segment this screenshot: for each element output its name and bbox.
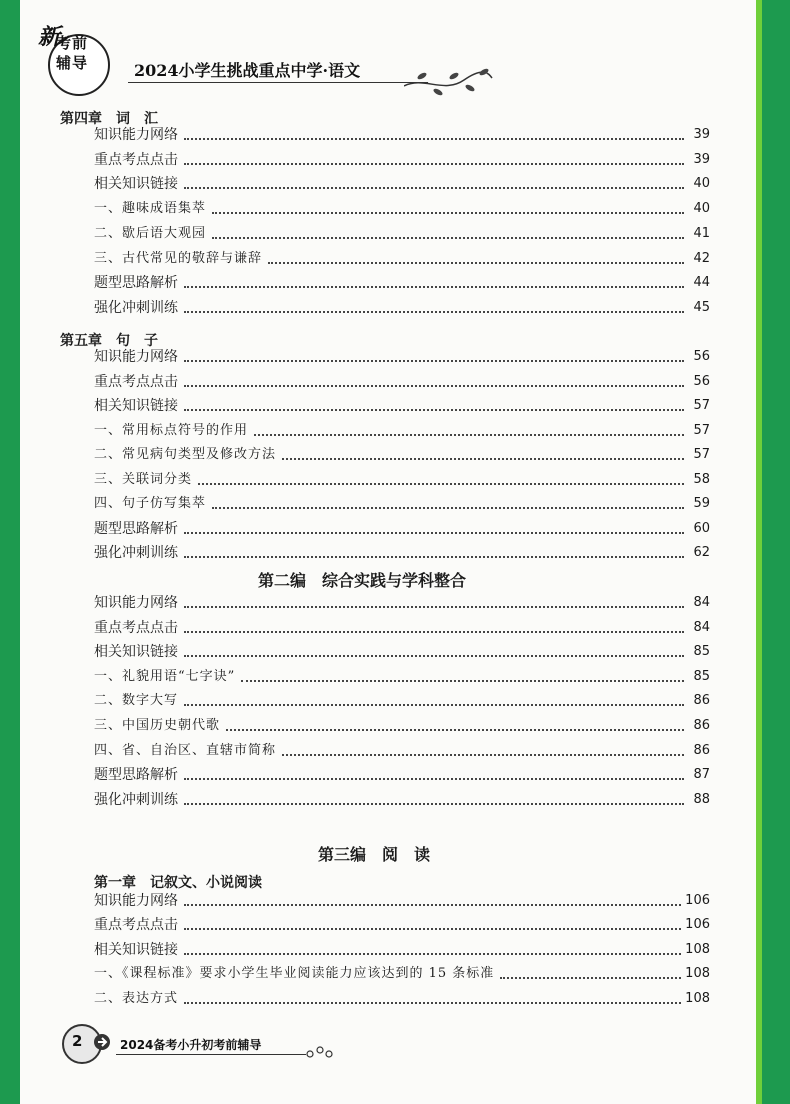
toc-leader-dots xyxy=(226,729,684,731)
toc-entry-page: 85 xyxy=(693,668,710,684)
toc-entry-label: 三、古代常见的敬辞与谦辞 xyxy=(94,250,263,266)
toc-leader-dots xyxy=(212,507,684,509)
toc-entry xyxy=(94,986,710,1008)
toc-entry-label: 相关知识链接 xyxy=(94,644,178,661)
toc-entry-page: 108 xyxy=(685,966,710,982)
toc-leader-dots xyxy=(184,778,684,780)
toc-entry xyxy=(94,147,710,169)
toc-entry xyxy=(94,393,710,415)
toc-entry-label: 题型思路解析 xyxy=(94,767,178,784)
toc-entry xyxy=(94,516,710,538)
toc-leader-dots xyxy=(184,385,684,387)
toc-entry xyxy=(94,221,710,243)
toc-entry-label: 一、趣味成语集萃 xyxy=(94,201,207,217)
toc-entry-label: 二、常见病句类型及修改方法 xyxy=(94,447,277,462)
toc-entry xyxy=(94,369,710,391)
toc-entry-page: 42 xyxy=(693,250,710,266)
toc-leader-dots xyxy=(184,904,681,906)
toc-entry-label: 题型思路解析 xyxy=(94,520,178,537)
arrow-right-icon xyxy=(92,1032,112,1052)
toc-entry xyxy=(94,639,710,661)
toc-entry-label: 一、常用标点符号的作用 xyxy=(94,422,249,438)
toc-leader-dots xyxy=(184,631,684,633)
toc-entry-label: 知识能力网络 xyxy=(94,349,178,365)
toc-entry-label: 二、表达方式 xyxy=(94,990,179,1006)
toc-leader-dots xyxy=(184,655,684,657)
toc-entry-label: 重点考点点击 xyxy=(94,917,178,934)
toc-leader-dots xyxy=(212,212,684,214)
part-3-chapter-1-title: 第一章 记叙文、小说阅读 xyxy=(94,875,262,891)
toc-entry-page: 56 xyxy=(693,373,710,389)
toc-entry-label: 三、中国历史朝代歌 xyxy=(94,718,221,733)
toc-leader-dots xyxy=(184,311,684,313)
toc-entry-label: 重点考点点击 xyxy=(94,151,178,168)
toc-leader-dots xyxy=(184,928,681,930)
part-3-title: 第三编 阅 读 xyxy=(318,845,431,864)
toc-entry-page: 108 xyxy=(685,941,710,957)
toc-entry xyxy=(94,270,710,292)
toc-entry-page: 57 xyxy=(693,447,710,462)
page xyxy=(20,0,762,1104)
toc-leader-dots xyxy=(241,680,684,682)
toc-leader-dots xyxy=(184,704,684,706)
toc-entry-page: 57 xyxy=(693,398,710,413)
toc-leader-dots xyxy=(184,556,684,558)
toc-entry-label: 知识能力网络 xyxy=(94,127,178,143)
page-header xyxy=(34,22,754,92)
toc-entry-label: 四、句子仿写集萃 xyxy=(94,496,207,511)
toc-leader-dots xyxy=(282,754,684,756)
toc-entry xyxy=(94,888,710,910)
toc-entry xyxy=(94,246,710,268)
circles-decoration-icon xyxy=(304,1042,334,1062)
toc-entry-label: 知识能力网络 xyxy=(94,595,178,611)
toc-entry xyxy=(94,122,710,144)
toc-leader-dots xyxy=(184,138,684,140)
toc-entry-page: 39 xyxy=(693,127,710,142)
footer-text: 2024备考小升初考前辅导 xyxy=(120,1038,262,1052)
toc-leader-dots xyxy=(184,286,684,288)
badge-xin: 新 xyxy=(38,24,61,50)
toc-leader-dots xyxy=(184,409,684,411)
badge-line1: 考前 xyxy=(56,34,89,52)
toc-entry-page: 108 xyxy=(685,990,710,1006)
toc-entry-label: 二、歇后语大观园 xyxy=(94,225,207,241)
toc-entry-page: 85 xyxy=(693,644,710,660)
chapter-4-title: 第四章 词 汇 xyxy=(60,111,158,127)
toc-entry xyxy=(94,664,710,686)
footer-rule xyxy=(116,1054,306,1055)
toc-entry xyxy=(94,467,710,489)
toc-entry xyxy=(94,171,710,193)
toc-leader-dots xyxy=(184,532,684,534)
toc-entry-page: 62 xyxy=(693,545,710,560)
footer-page-number: 2 xyxy=(72,1032,83,1050)
toc-leader-dots xyxy=(184,187,684,189)
toc-leader-dots xyxy=(268,262,684,264)
toc-entry xyxy=(94,196,710,218)
toc-leader-dots xyxy=(184,953,681,955)
toc-entry-page: 60 xyxy=(693,520,710,536)
toc-entry-label: 强化冲刺训练 xyxy=(94,791,178,808)
toc-entry-page: 58 xyxy=(693,471,710,487)
vine-decoration-icon xyxy=(404,66,494,96)
toc-leader-dots xyxy=(198,483,684,485)
toc-entry xyxy=(94,590,710,612)
toc-entry xyxy=(94,762,710,784)
toc-entry-page: 106 xyxy=(685,893,710,908)
toc-leader-dots xyxy=(184,1002,681,1004)
toc-entry xyxy=(94,540,710,562)
toc-entry xyxy=(94,937,710,959)
toc-leader-dots xyxy=(184,803,684,805)
toc-entry xyxy=(94,912,710,934)
toc-entry-page: 40 xyxy=(693,201,710,217)
toc-leader-dots xyxy=(184,360,684,362)
toc-entry-page: 44 xyxy=(693,275,710,291)
toc-leader-dots xyxy=(212,237,684,239)
toc-entry xyxy=(94,418,710,440)
header-rule xyxy=(128,82,428,83)
toc-entry-page: 86 xyxy=(693,718,710,733)
toc-leader-dots xyxy=(282,458,684,460)
toc-leader-dots xyxy=(254,434,684,436)
chapter-5-title: 第五章 句 子 xyxy=(60,333,158,349)
toc-entry xyxy=(94,961,710,983)
toc-entry-label: 一、《课程标准》要求小学生毕业阅读能力应该达到的 15 条标准 xyxy=(94,966,495,982)
toc-entry-label: 四、省、自治区、直辖市简称 xyxy=(94,742,277,758)
toc-entry-page: 59 xyxy=(693,496,710,511)
toc-entry-page: 45 xyxy=(693,299,710,315)
toc-entry-label: 二、数字大写 xyxy=(94,693,179,709)
toc-entry-label: 重点考点点击 xyxy=(94,619,178,636)
toc-leader-dots xyxy=(500,977,681,979)
toc-entry xyxy=(94,442,710,464)
toc-entry-page: 86 xyxy=(693,742,710,758)
toc-entry-page: 86 xyxy=(693,693,710,709)
toc-entry xyxy=(94,615,710,637)
toc-entry xyxy=(94,344,710,366)
toc-entry-label: 强化冲刺训练 xyxy=(94,299,178,316)
toc-entry-page: 106 xyxy=(685,917,710,933)
toc-leader-dots xyxy=(184,606,684,608)
toc-entry xyxy=(94,688,710,710)
part-2-title: 第二编 综合实践与学科整合 xyxy=(258,571,467,590)
toc-entry-label: 相关知识链接 xyxy=(94,941,178,958)
toc-entry-label: 三、关联词分类 xyxy=(94,471,193,487)
toc-entry xyxy=(94,491,710,513)
toc-entry-page: 41 xyxy=(693,225,710,241)
toc-entry-page: 84 xyxy=(693,619,710,635)
toc-entry-page: 39 xyxy=(693,151,710,167)
toc-entry-page: 40 xyxy=(693,176,710,192)
toc-entry-page: 88 xyxy=(693,791,710,807)
toc-entry-label: 一、礼貌用语“七字诀” xyxy=(94,668,236,684)
toc-entry-label: 知识能力网络 xyxy=(94,893,178,909)
toc-entry-page: 57 xyxy=(693,422,710,438)
toc-entry xyxy=(94,713,710,735)
toc-entry-label: 相关知识链接 xyxy=(94,398,178,414)
toc-entry-page: 84 xyxy=(693,595,710,610)
header-title: 2024小学生挑战重点中学·语文 xyxy=(134,61,361,80)
toc-entry-label: 强化冲刺训练 xyxy=(94,545,178,561)
badge-line2: 辅导 xyxy=(56,54,89,72)
toc-entry xyxy=(94,295,710,317)
toc-entry xyxy=(94,738,710,760)
toc-entry-page: 56 xyxy=(693,349,710,364)
toc-leader-dots xyxy=(184,163,684,165)
toc-entry xyxy=(94,787,710,809)
toc-entry-label: 重点考点点击 xyxy=(94,373,178,390)
toc-entry-label: 题型思路解析 xyxy=(94,275,178,292)
toc-entry-page: 87 xyxy=(693,767,710,783)
toc-entry-label: 相关知识链接 xyxy=(94,176,178,193)
